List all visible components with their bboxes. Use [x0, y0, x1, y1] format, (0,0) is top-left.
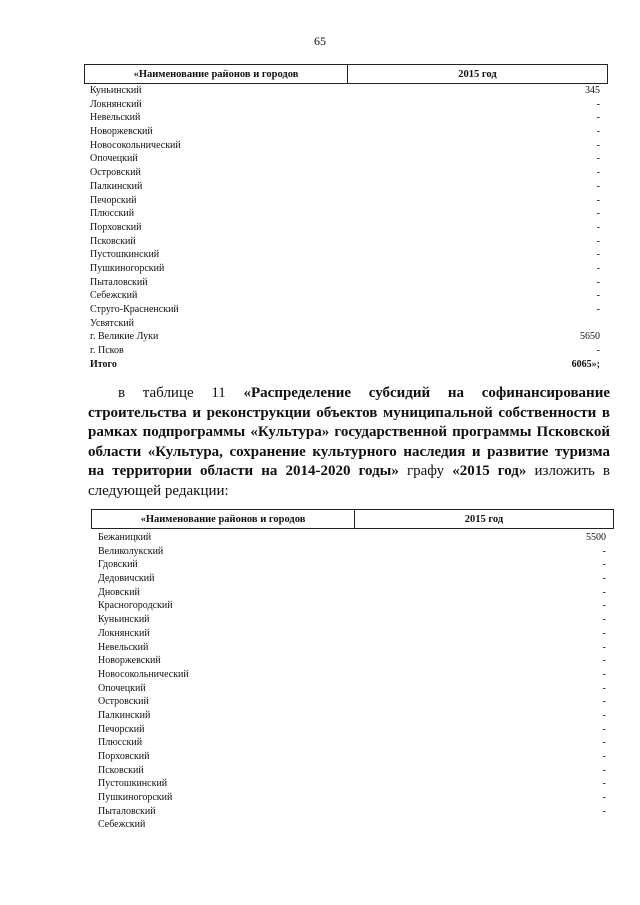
- row-name: Великолукский: [98, 545, 164, 557]
- table-row: [90, 84, 600, 98]
- row-value: -: [596, 112, 600, 124]
- row-name: Новоржевский: [90, 126, 153, 138]
- table2-header-col1: «Наименование районов и городов: [92, 510, 355, 528]
- row-name: г. Псков: [90, 345, 124, 357]
- row-value: -: [602, 805, 606, 817]
- table-row: [98, 627, 606, 641]
- row-name: Печорский: [90, 194, 137, 206]
- row-value: -: [602, 792, 606, 804]
- row-name: Струго-Красненский: [90, 304, 179, 315]
- row-value: -: [602, 614, 606, 626]
- row-value: -: [602, 559, 606, 571]
- row-name: Палкинский: [98, 709, 151, 721]
- row-name: Опочецкий: [98, 682, 146, 694]
- table-row: [90, 180, 600, 194]
- paragraph-column-name: «2015 год»: [452, 463, 527, 479]
- row-value: -: [596, 153, 600, 165]
- row-value: -: [596, 98, 600, 110]
- row-name: Плюсский: [98, 737, 143, 749]
- table-row: [98, 791, 606, 805]
- table-row: [90, 194, 600, 208]
- table-row: [98, 764, 606, 778]
- row-name: Пушкиногорский: [90, 262, 165, 274]
- row-value: -: [602, 723, 606, 735]
- table1-header-col2: 2015 год: [458, 68, 497, 80]
- table-row: [98, 805, 606, 819]
- row-name: Дедовичский: [98, 573, 155, 585]
- row-value: -: [596, 194, 600, 206]
- row-name: Итого: [90, 358, 117, 370]
- row-name: Новоржевский: [98, 655, 161, 667]
- table-row: [98, 818, 606, 832]
- row-value: -: [596, 167, 600, 179]
- row-value: -: [602, 573, 606, 585]
- row-value: -: [596, 276, 600, 288]
- row-name: Себежский: [98, 819, 146, 831]
- table-row: [90, 111, 600, 125]
- row-name: Новосокольнический: [98, 668, 189, 680]
- table-row: [90, 221, 600, 235]
- table-row: [98, 723, 606, 737]
- row-value: -: [596, 304, 600, 315]
- row-name: Псковский: [98, 764, 144, 776]
- row-name: Дновский: [98, 586, 140, 598]
- table1-header: [84, 64, 608, 84]
- table-row: [90, 330, 600, 344]
- row-value: -: [602, 600, 606, 612]
- table-row: [90, 152, 600, 166]
- row-value: -: [596, 290, 600, 302]
- row-value: -: [596, 139, 600, 151]
- row-name: Островский: [98, 696, 149, 708]
- row-value: -: [602, 641, 606, 653]
- row-value: -: [602, 655, 606, 667]
- table-row: [90, 317, 600, 331]
- row-value: -: [596, 262, 600, 274]
- row-value: -: [602, 586, 606, 598]
- table1-body: [90, 84, 600, 371]
- table-row: [98, 654, 606, 668]
- row-name: Локнянский: [98, 627, 150, 639]
- row-value: -: [602, 545, 606, 557]
- paragraph-mid: графу: [398, 463, 453, 479]
- row-name: Пыталовский: [98, 805, 156, 817]
- table-row: [98, 558, 606, 572]
- table2-body: [98, 531, 606, 832]
- table-row: [98, 641, 606, 655]
- row-value: -: [596, 208, 600, 220]
- row-value: 6065»;: [571, 358, 600, 370]
- table-row: [90, 125, 600, 139]
- row-name: Псковский: [90, 235, 136, 247]
- row-value: -: [596, 235, 600, 247]
- table-row: [98, 668, 606, 682]
- row-name: Плюсский: [90, 208, 135, 220]
- row-name: Островский: [90, 167, 141, 179]
- table-row: [98, 750, 606, 764]
- row-name: Красногородский: [98, 600, 173, 612]
- row-value: -: [596, 180, 600, 192]
- row-value: 5500: [586, 532, 606, 543]
- page-number: 65: [314, 34, 326, 48]
- table-row: [90, 358, 600, 372]
- row-name: Новосокольнический: [90, 139, 181, 151]
- table-row: [98, 613, 606, 627]
- table-row: [98, 695, 606, 709]
- row-name: Пушкиногорский: [98, 792, 173, 804]
- row-name: Пустошкинский: [98, 778, 168, 790]
- paragraph-intro: в таблице 11: [118, 385, 244, 401]
- table-row: [90, 262, 600, 276]
- row-name: г. Великие Луки: [90, 331, 159, 343]
- row-name: Пыталовский: [90, 276, 148, 288]
- row-value: 5650: [580, 331, 600, 343]
- row-name: Невельский: [98, 641, 149, 653]
- row-name: Куньинский: [90, 85, 142, 96]
- paragraph-end: изложить в следующей редакции:: [88, 463, 611, 499]
- row-name: Бежаницкий: [98, 532, 152, 543]
- row-name: Локнянский: [90, 98, 142, 110]
- row-value: -: [602, 668, 606, 680]
- row-value: -: [602, 764, 606, 776]
- row-name: Опочецкий: [90, 153, 138, 165]
- row-value: -: [596, 221, 600, 233]
- table-row: [98, 545, 606, 559]
- table-row: [98, 572, 606, 586]
- table-row: [98, 777, 606, 791]
- row-name: Пустошкинский: [90, 249, 160, 261]
- row-name: Усвятский: [90, 317, 134, 329]
- table-row: [98, 736, 606, 750]
- row-value: -: [596, 126, 600, 138]
- table-row: [90, 207, 600, 221]
- table-row: [90, 98, 600, 112]
- table-row: [90, 235, 600, 249]
- table-row: [98, 586, 606, 600]
- table1-header-col1: «Наименование районов и городов: [85, 65, 348, 83]
- table-row: [90, 344, 600, 358]
- table-row: [90, 289, 600, 303]
- table-row: [90, 276, 600, 290]
- table-row: [90, 248, 600, 262]
- amendment-paragraph: [88, 384, 610, 501]
- table-row: [98, 709, 606, 723]
- table-row: [90, 303, 600, 317]
- table-row: [90, 139, 600, 153]
- row-value: -: [602, 627, 606, 639]
- row-value: 345: [585, 85, 600, 96]
- row-name: Порховский: [90, 221, 142, 233]
- table-row: [90, 166, 600, 180]
- row-value: -: [596, 249, 600, 261]
- table2-header: [91, 509, 614, 529]
- row-value: -: [602, 778, 606, 790]
- row-value: -: [602, 682, 606, 694]
- paragraph-table-title: «Распределение субсидий на софинансирование строительства и реконструкции объектов муниципальной собственности в рамках подпрограммы «Культура» государственной программы Псковской области «Культура, сохранение культурного наследия и развитие туризма на территории области на 2014-2020 годы»: [88, 385, 610, 479]
- table-row: [98, 531, 606, 545]
- row-name: Себежский: [90, 290, 138, 302]
- row-value: -: [602, 696, 606, 708]
- row-name: Печорский: [98, 723, 145, 735]
- row-value: -: [602, 709, 606, 721]
- row-name: Гдовский: [98, 559, 138, 571]
- row-name: Куньинский: [98, 614, 150, 626]
- table-row: [98, 682, 606, 696]
- row-name: Порховский: [98, 751, 150, 762]
- row-value: -: [596, 345, 600, 357]
- table2-header-col2: 2015 год: [464, 513, 504, 525]
- row-value: -: [602, 751, 606, 762]
- row-value: -: [602, 737, 606, 749]
- row-name: Палкинский: [90, 180, 143, 192]
- table-row: [98, 599, 606, 613]
- row-name: Невельский: [90, 112, 141, 124]
